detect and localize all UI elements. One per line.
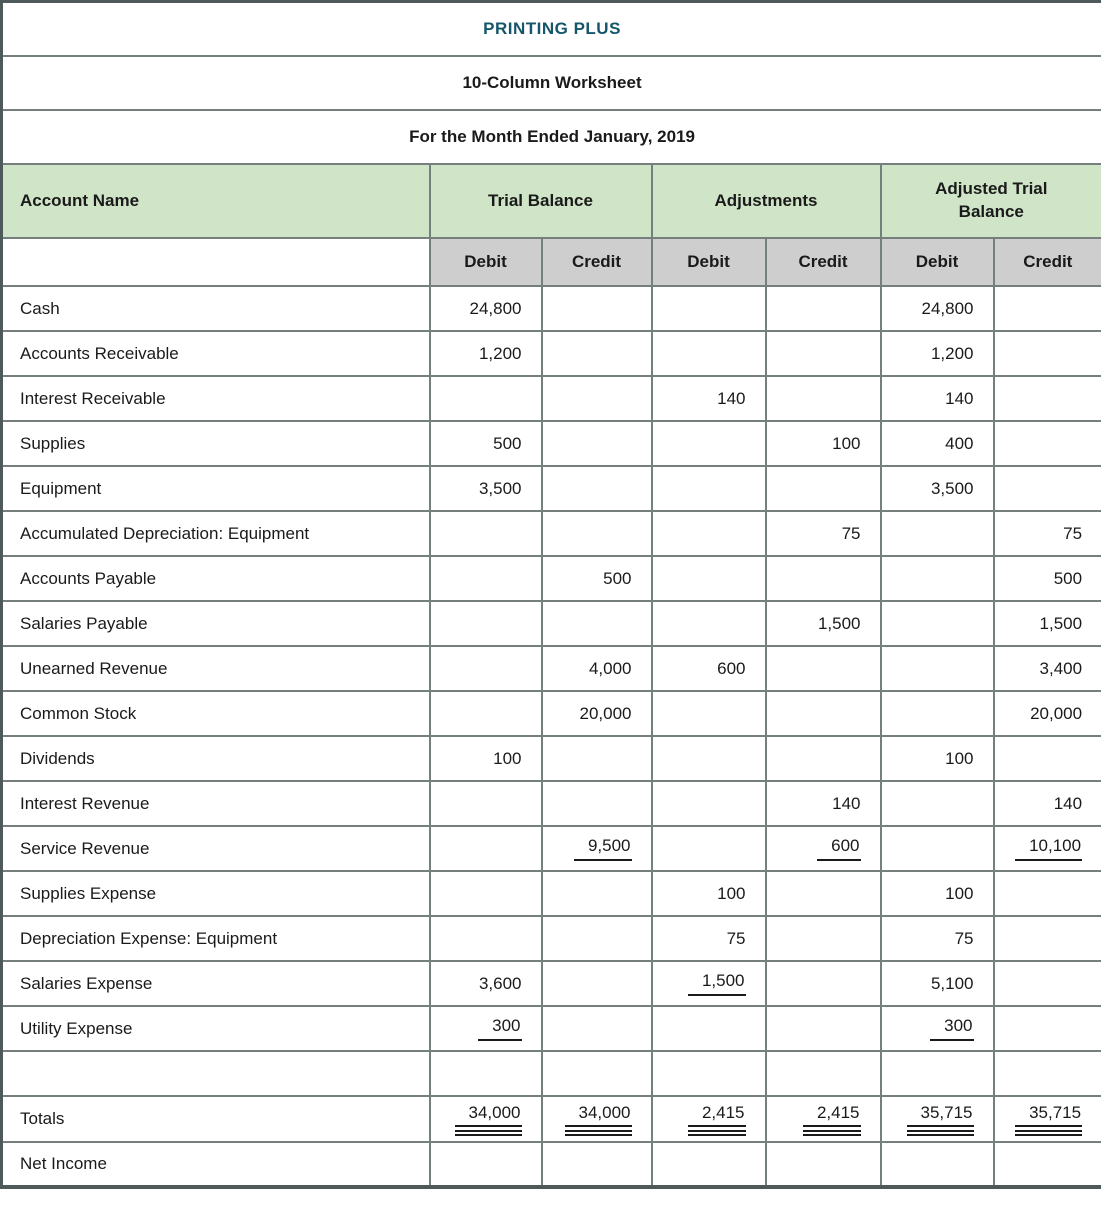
amount-cell	[542, 1051, 652, 1096]
amount-cell	[881, 556, 994, 601]
amount-cell	[542, 736, 652, 781]
account-name-cell: Interest Receivable	[2, 376, 430, 421]
amount-cell: 300	[430, 1006, 542, 1051]
amount-cell	[430, 556, 542, 601]
amount-cell	[652, 331, 766, 376]
amount-cell	[994, 376, 1101, 421]
amount-cell: 140	[652, 376, 766, 421]
amount-cell	[652, 826, 766, 871]
amount-cell: 75	[766, 511, 881, 556]
account-name-cell: Unearned Revenue	[2, 646, 430, 691]
account-name-cell: Interest Revenue	[2, 781, 430, 826]
amount-cell	[994, 961, 1101, 1006]
amount-cell	[542, 781, 652, 826]
amount-cell	[766, 961, 881, 1006]
table-row-accumulated-depreciation	[2, 511, 1101, 556]
amount-cell: 500	[994, 556, 1101, 601]
account-name-cell: Accumulated Depreciation: Equipment	[2, 511, 430, 556]
period-row	[2, 110, 1101, 164]
amount-cell: 24,800	[430, 286, 542, 331]
amount-cell	[766, 286, 881, 331]
amount-cell	[430, 1051, 542, 1096]
amount-cell	[542, 601, 652, 646]
amount-cell	[881, 1051, 994, 1096]
account-name-cell: Utility Expense	[2, 1006, 430, 1051]
amount-cell	[881, 1142, 994, 1187]
atb-credit-header: Credit	[994, 238, 1101, 286]
amount-cell: 1,500	[652, 961, 766, 1006]
amount-cell	[652, 691, 766, 736]
amount-cell: 5,100	[881, 961, 994, 1006]
amount-cell	[542, 1006, 652, 1051]
table-row-accounts-payable	[2, 556, 1101, 601]
amount-cell	[994, 1051, 1101, 1096]
table-row-utility-expense	[2, 1006, 1101, 1051]
company-name: PRINTING PLUS	[2, 2, 1101, 57]
adjusted-trial-balance-header: Adjusted Trial Balance	[881, 164, 1101, 238]
amount-cell: 75	[652, 916, 766, 961]
total-cell: 35,715	[881, 1096, 994, 1142]
table-row-common-stock	[2, 691, 1101, 736]
table-row-equipment	[2, 466, 1101, 511]
amount-cell	[430, 826, 542, 871]
amount-cell	[542, 466, 652, 511]
amount-cell	[881, 511, 994, 556]
account-name-cell: Salaries Expense	[2, 961, 430, 1006]
amount-cell	[766, 556, 881, 601]
subtitle-row	[2, 56, 1101, 110]
amount-cell	[542, 286, 652, 331]
amount-cell	[542, 871, 652, 916]
amount-cell	[881, 691, 994, 736]
amount-cell	[766, 1142, 881, 1187]
account-name-cell: Service Revenue	[2, 826, 430, 871]
net-income-row	[2, 1142, 1101, 1187]
amount-cell: 500	[542, 556, 652, 601]
period-label: For the Month Ended January, 2019	[2, 110, 1101, 164]
amount-cell: 100	[430, 736, 542, 781]
account-name-cell: Supplies	[2, 421, 430, 466]
table-row-interest-revenue	[2, 781, 1101, 826]
amount-cell	[652, 556, 766, 601]
amount-cell	[766, 466, 881, 511]
amount-cell: 1,500	[994, 601, 1101, 646]
adj-debit-header: Debit	[652, 238, 766, 286]
amount-cell	[542, 961, 652, 1006]
amount-cell	[766, 1051, 881, 1096]
amount-cell: 140	[766, 781, 881, 826]
amount-cell	[542, 511, 652, 556]
amount-cell	[542, 916, 652, 961]
amount-cell	[652, 1051, 766, 1096]
amount-cell: 20,000	[994, 691, 1101, 736]
account-name-cell: Dividends	[2, 736, 430, 781]
amount-cell: 4,000	[542, 646, 652, 691]
blank-header-cell	[2, 238, 430, 286]
table-row-dividends	[2, 736, 1101, 781]
totals-row	[2, 1096, 1101, 1142]
account-name-cell: Supplies Expense	[2, 871, 430, 916]
total-cell: 34,000	[542, 1096, 652, 1142]
amount-cell: 3,600	[430, 961, 542, 1006]
amount-cell: 400	[881, 421, 994, 466]
amount-cell: 3,500	[881, 466, 994, 511]
account-name-cell: Equipment	[2, 466, 430, 511]
amount-cell: 10,100	[994, 826, 1101, 871]
amount-cell: 9,500	[542, 826, 652, 871]
account-name-header: Account Name	[2, 164, 430, 238]
table-row-supplies	[2, 421, 1101, 466]
amount-cell	[652, 1142, 766, 1187]
table-row-service-revenue	[2, 826, 1101, 871]
amount-cell	[881, 781, 994, 826]
amount-cell	[652, 466, 766, 511]
amount-cell	[430, 1142, 542, 1187]
amount-cell: 600	[652, 646, 766, 691]
amount-cell	[652, 286, 766, 331]
amount-cell	[430, 511, 542, 556]
amount-cell	[994, 331, 1101, 376]
amount-cell	[994, 1142, 1101, 1187]
amount-cell	[994, 916, 1101, 961]
amount-cell	[881, 601, 994, 646]
amount-cell: 3,500	[430, 466, 542, 511]
table-row-supplies-expense	[2, 871, 1101, 916]
amount-cell	[652, 511, 766, 556]
total-cell: 2,415	[766, 1096, 881, 1142]
amount-cell: 300	[881, 1006, 994, 1051]
amount-cell: 500	[430, 421, 542, 466]
account-name-cell	[2, 1051, 430, 1096]
amount-cell: 3,400	[994, 646, 1101, 691]
amount-cell	[652, 736, 766, 781]
amount-cell: 1,200	[430, 331, 542, 376]
net-income-label: Net Income	[2, 1142, 430, 1187]
amount-cell	[542, 331, 652, 376]
amount-cell	[766, 871, 881, 916]
amount-cell	[994, 421, 1101, 466]
amount-cell: 600	[766, 826, 881, 871]
table-row-unearned-revenue	[2, 646, 1101, 691]
amount-cell	[994, 736, 1101, 781]
account-name-cell: Cash	[2, 286, 430, 331]
amount-cell	[430, 916, 542, 961]
amount-cell	[652, 601, 766, 646]
table-row-salaries-expense	[2, 961, 1101, 1006]
atb-debit-header: Debit	[881, 238, 994, 286]
amount-cell	[430, 376, 542, 421]
amount-cell: 20,000	[542, 691, 652, 736]
table-row-cash	[2, 286, 1101, 331]
amount-cell	[881, 826, 994, 871]
title-row	[2, 2, 1101, 57]
amount-cell	[994, 871, 1101, 916]
amount-cell	[994, 286, 1101, 331]
amount-cell	[430, 871, 542, 916]
amount-cell: 100	[881, 871, 994, 916]
amount-cell	[766, 736, 881, 781]
trial-balance-header: Trial Balance	[430, 164, 652, 238]
adjustments-header: Adjustments	[652, 164, 881, 238]
amount-cell	[542, 421, 652, 466]
amount-cell	[766, 691, 881, 736]
amount-cell	[766, 646, 881, 691]
amount-cell: 75	[881, 916, 994, 961]
amount-cell	[766, 1006, 881, 1051]
tb-debit-header: Debit	[430, 238, 542, 286]
table-row-blank	[2, 1051, 1101, 1096]
group-header-row	[2, 164, 1101, 238]
total-cell: 34,000	[430, 1096, 542, 1142]
amount-cell	[652, 1006, 766, 1051]
amount-cell	[766, 331, 881, 376]
total-cell: 35,715	[994, 1096, 1101, 1142]
total-cell: 2,415	[652, 1096, 766, 1142]
table-row-salaries-payable	[2, 601, 1101, 646]
amount-cell	[430, 691, 542, 736]
amount-cell	[881, 646, 994, 691]
amount-cell	[542, 1142, 652, 1187]
amount-cell: 24,800	[881, 286, 994, 331]
amount-cell	[766, 376, 881, 421]
amount-cell: 100	[652, 871, 766, 916]
amount-cell: 75	[994, 511, 1101, 556]
amount-cell	[430, 781, 542, 826]
amount-cell: 100	[881, 736, 994, 781]
adj-credit-header: Credit	[766, 238, 881, 286]
amount-cell	[994, 1006, 1101, 1051]
worksheet-subtitle: 10-Column Worksheet	[2, 56, 1101, 110]
table-row-interest-receivable	[2, 376, 1101, 421]
amount-cell	[652, 421, 766, 466]
amount-cell	[766, 916, 881, 961]
amount-cell	[430, 601, 542, 646]
table-row-depreciation-expense	[2, 916, 1101, 961]
amount-cell: 1,200	[881, 331, 994, 376]
account-name-cell: Depreciation Expense: Equipment	[2, 916, 430, 961]
amount-cell	[430, 646, 542, 691]
amount-cell: 140	[994, 781, 1101, 826]
amount-cell: 140	[881, 376, 994, 421]
account-name-cell: Accounts Payable	[2, 556, 430, 601]
totals-label: Totals	[2, 1096, 430, 1142]
table-row-accounts-receivable	[2, 331, 1101, 376]
account-name-cell: Common Stock	[2, 691, 430, 736]
amount-cell	[542, 376, 652, 421]
tb-credit-header: Credit	[542, 238, 652, 286]
amount-cell: 100	[766, 421, 881, 466]
amount-cell	[994, 466, 1101, 511]
account-name-cell: Salaries Payable	[2, 601, 430, 646]
amount-cell	[652, 781, 766, 826]
debit-credit-header-row	[2, 238, 1101, 286]
account-name-cell: Accounts Receivable	[2, 331, 430, 376]
amount-cell: 1,500	[766, 601, 881, 646]
